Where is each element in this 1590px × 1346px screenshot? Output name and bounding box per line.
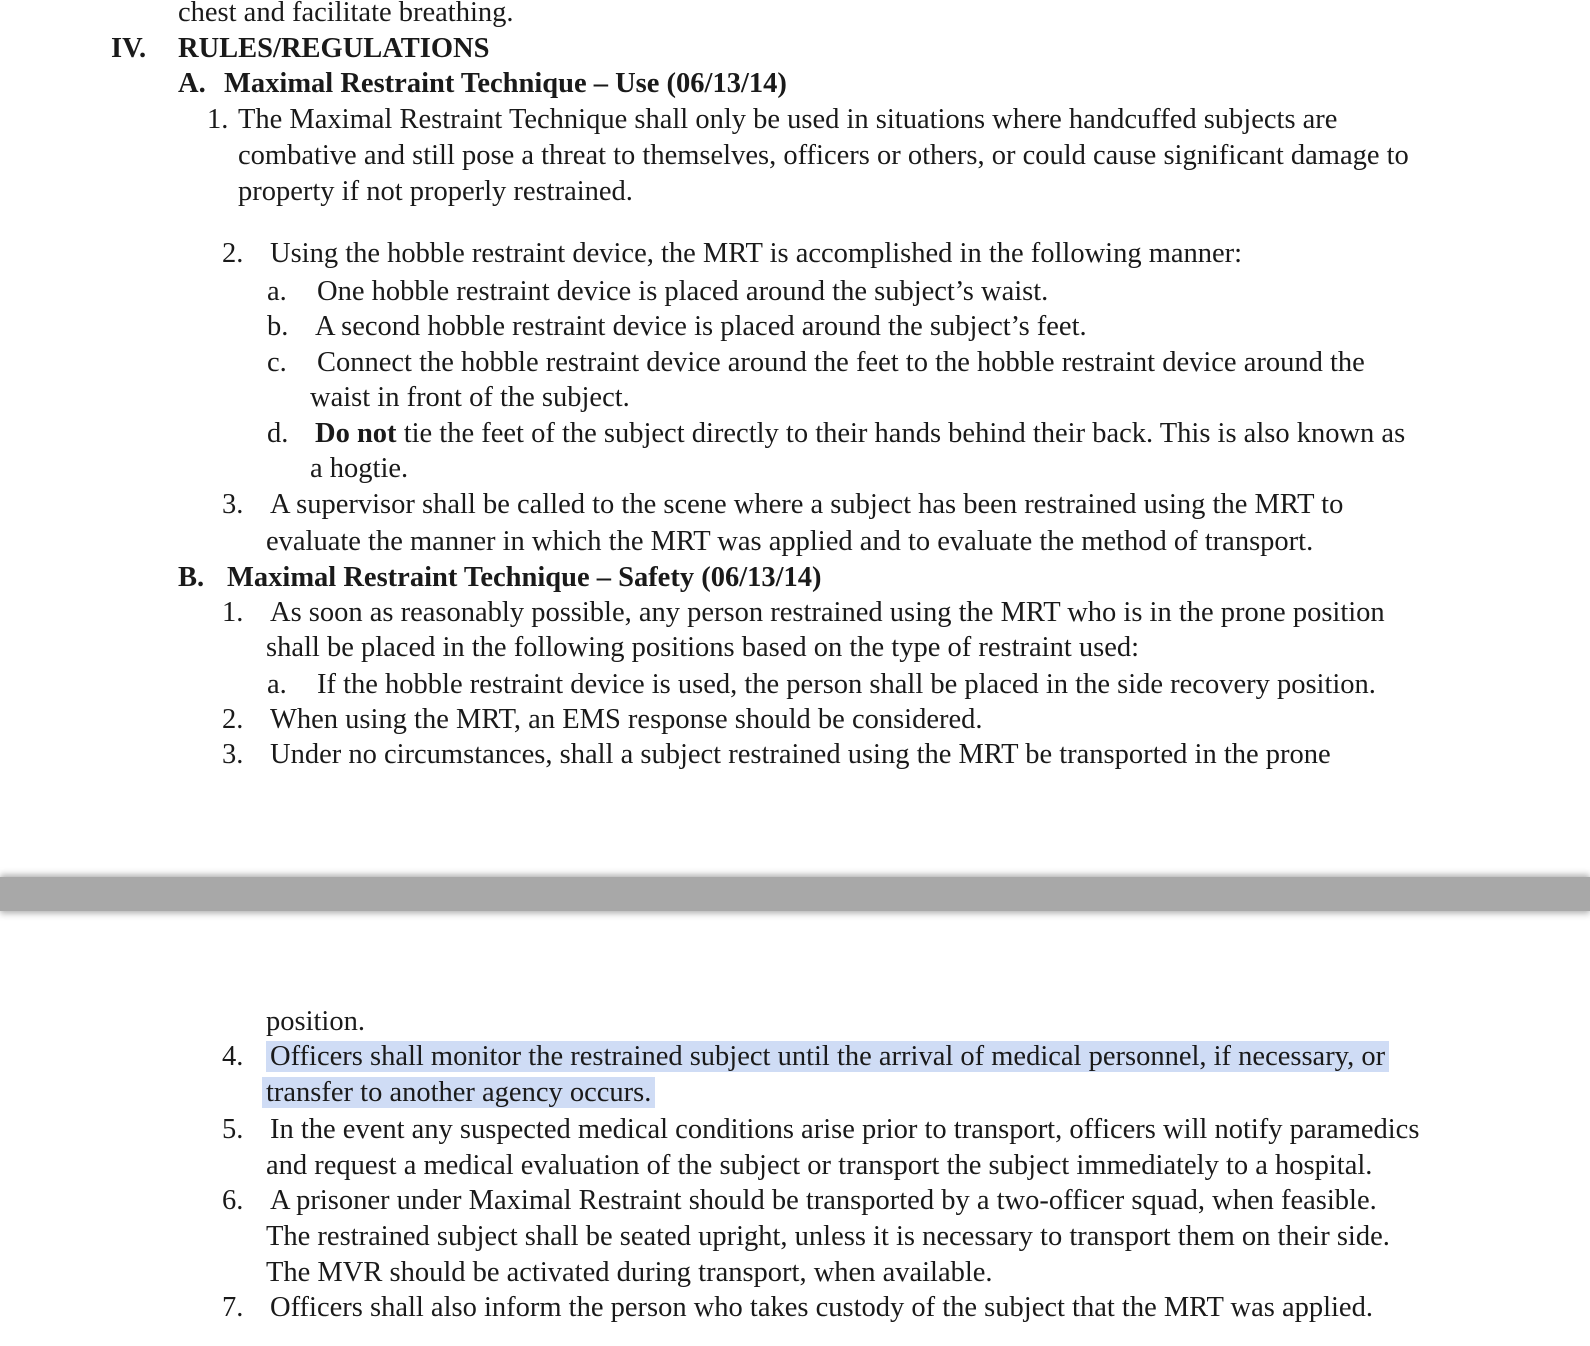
subsection-a-label: A. (178, 68, 206, 99)
a-sub-c-line-1: Connect the hobble restraint device around the feet to the hobble restraint device around the (317, 347, 1365, 378)
b-item-4-line-2 (262, 1076, 655, 1110)
b-item-5-number: 5. (222, 1114, 244, 1145)
a-sub-d-emphasis: Do not (315, 418, 397, 449)
a-item-1-line-3: property if not properly restrained. (238, 176, 633, 207)
b-item-7-number: 7. (222, 1292, 244, 1323)
a-item-2-number: 2. (222, 238, 244, 269)
a-item-2-text: Using the hobble restraint device, the MRT is accomplished in the following manner: (270, 238, 1243, 269)
b-item-2-text: When using the MRT, an EMS response should be considered. (270, 704, 983, 735)
a-item-1-line-1: The Maximal Restraint Technique shall only be used in situations where handcuffed subjects are (238, 104, 1338, 135)
subsection-b-label: B. (178, 562, 205, 593)
b-item-1-number: 1. (222, 597, 244, 628)
a-sub-d-line-2: a hogtie. (310, 453, 409, 484)
section-heading: RULES/REGULATIONS (178, 33, 490, 64)
b-sub-a-text: If the hobble restraint device is used, the person shall be placed in the side recovery position. (317, 669, 1376, 700)
document-page-2 (0, 911, 1590, 1346)
selected-text-line-1[interactable]: Officers shall monitor the restrained subject until the arrival of medical personnel, if necessary, or (266, 1041, 1389, 1072)
a-sub-d-line-1-rest: tie the feet of the subject directly to their hands behind their back. This is also known as (396, 418, 1406, 449)
a-item-3-line-1: A supervisor shall be called to the scene where a subject has been restrained using the MRT to (270, 489, 1344, 520)
b-item-4-line-1 (266, 1040, 1389, 1074)
a-sub-d-line-1 (315, 417, 1405, 451)
a-sub-a-letter: a. (267, 276, 287, 307)
a-sub-c-letter: c. (267, 347, 287, 378)
b-item-3-text: Under no circumstances, shall a subject restrained using the MRT be transported in the prone (270, 739, 1331, 770)
selected-text-line-2[interactable]: transfer to another agency occurs. (262, 1077, 655, 1108)
b-item-1-line-2: shall be placed in the following positions based on the type of restraint used: (266, 632, 1140, 663)
section-number: IV. (111, 33, 147, 64)
b-item-1-line-1: As soon as reasonably possible, any person restrained using the MRT who is in the prone position (270, 597, 1385, 628)
a-sub-b-letter: b. (267, 311, 289, 342)
a-item-1-number: 1. (207, 104, 229, 135)
b-item-4-number: 4. (222, 1041, 244, 1072)
b-sub-a-letter: a. (267, 669, 287, 700)
b-item-3-continuation: position. (266, 1006, 365, 1037)
b-item-6-line-1: A prisoner under Maximal Restraint should be transported by a two-officer squad, when feasible. (270, 1185, 1377, 1216)
a-item-3-line-2: evaluate the manner in which the MRT was applied and to evaluate the method of transport. (266, 526, 1314, 557)
a-item-3-number: 3. (222, 489, 244, 520)
b-item-6-line-3: The MVR should be activated during transport, when available. (266, 1257, 993, 1288)
subsection-a-heading: Maximal Restraint Technique – Use (06/13/14) (224, 68, 787, 99)
a-item-1-line-2: combative and still pose a threat to themselves, officers or others, or could cause significant damage to (238, 140, 1409, 171)
a-sub-d-letter: d. (267, 418, 289, 449)
a-sub-a-text: One hobble restraint device is placed around the subject’s waist. (317, 276, 1049, 307)
b-item-2-number: 2. (222, 704, 244, 735)
page-break-gap (0, 877, 1590, 911)
a-sub-c-line-2: waist in front of the subject. (310, 382, 630, 413)
b-item-6-line-2: The restrained subject shall be seated upright, unless it is necessary to transport them on their side. (266, 1221, 1390, 1252)
b-item-6-number: 6. (222, 1185, 244, 1216)
b-item-5-line-2: and request a medical evaluation of the subject or transport the subject immediately to a hospital. (266, 1150, 1373, 1181)
lead-in-text: chest and facilitate breathing. (178, 0, 514, 28)
subsection-b-heading: Maximal Restraint Technique – Safety (06/13/14) (227, 562, 822, 593)
b-item-7-text: Officers shall also inform the person who takes custody of the subject that the MRT was applied. (270, 1292, 1373, 1323)
b-item-3-number: 3. (222, 739, 244, 770)
a-sub-b-text: A second hobble restraint device is placed around the subject’s feet. (315, 311, 1087, 342)
b-item-5-line-1: In the event any suspected medical conditions arise prior to transport, officers will notify paramedics (270, 1114, 1420, 1145)
